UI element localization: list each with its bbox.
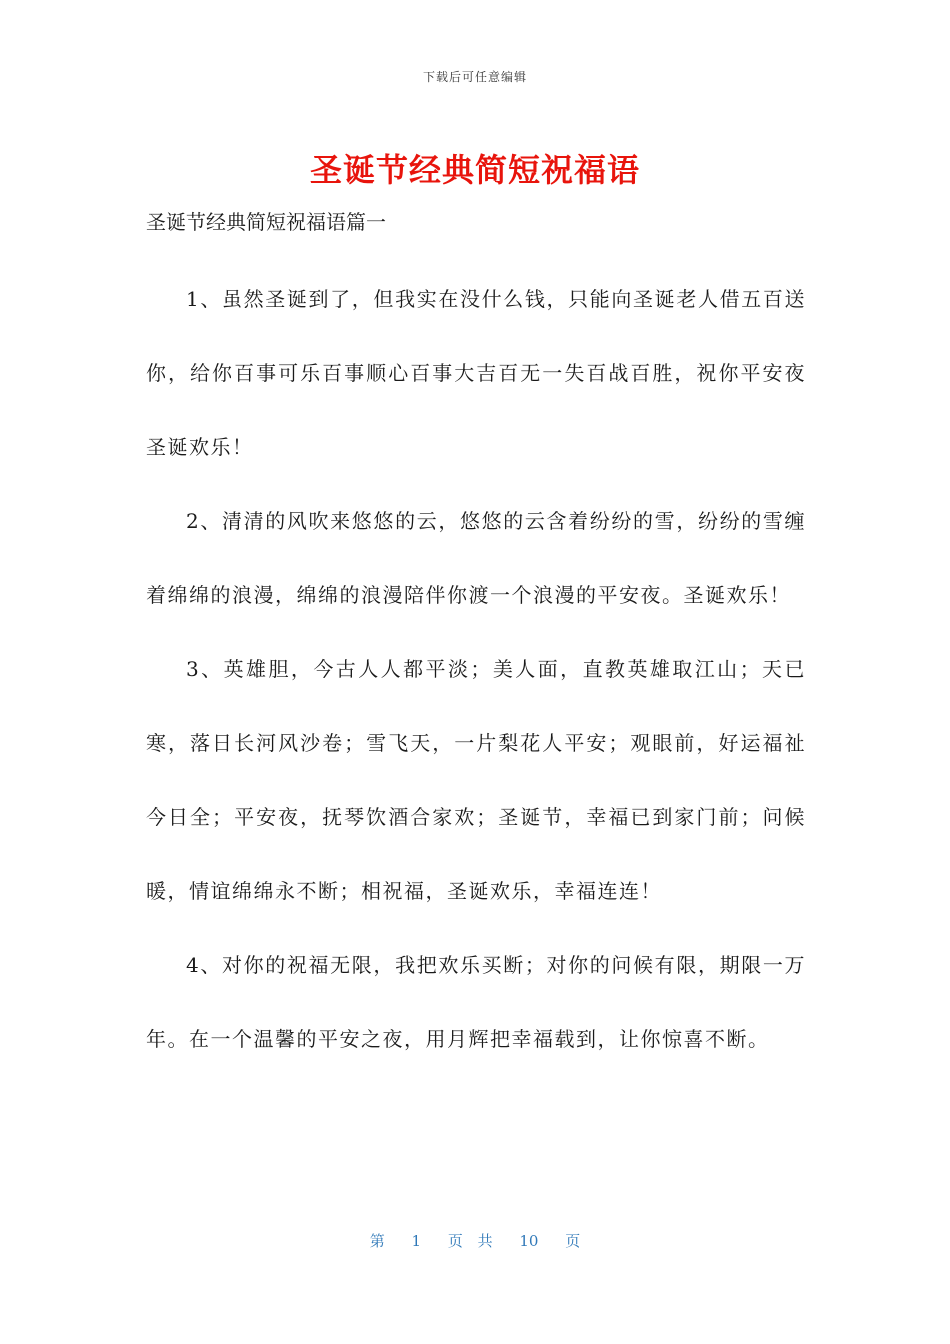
document-body [146,262,806,1076]
document-title: 圣诞节经典简短祝福语 [309,151,640,189]
footer-prefix: 第 [369,1232,385,1250]
paragraph-3: 3、英雄胆，今古人人都平淡；美人面，直教英雄取江山；天已寒，落日长河风沙卷；雪飞天，一片梨花人平安；观眼前，好运福祉今日全；平安夜，抚琴饮酒合家欢；圣诞节，幸福已到家门前；问候暖，情谊绵绵永不断；相祝福，圣诞欢乐，幸福连连！ [146,657,806,903]
page-footer [0,1230,950,1251]
paragraph-1: 1、虽然圣诞到了，但我实在没什么钱，只能向圣诞老人借五百送你，给你百事可乐百事顺心百事大吉百无一失百战百胜，祝你平安夜圣诞欢乐！ [146,287,806,459]
section-heading: 圣诞节经典简短祝福语篇一 [146,210,386,234]
paragraph-4: 4、对你的祝福无限，我把欢乐买断；对你的问候有限，期限一万年。在一个温馨的平安之夜，用月辉把幸福载到，让你惊喜不断。 [146,953,806,1051]
footer-page-number: 1 [411,1232,422,1250]
footer-suffix: 页 [565,1232,581,1250]
footer-total-pages: 10 [519,1232,539,1250]
paragraph-2: 2、清清的风吹来悠悠的云，悠悠的云含着纷纷的雪，纷纷的雪缠着绵绵的浪漫，绵绵的浪漫陪伴你渡一个浪漫的平安夜。圣诞欢乐！ [146,509,806,607]
footer-middle: 页 共 [447,1232,493,1250]
header-note: 下载后可任意编辑 [422,70,527,84]
